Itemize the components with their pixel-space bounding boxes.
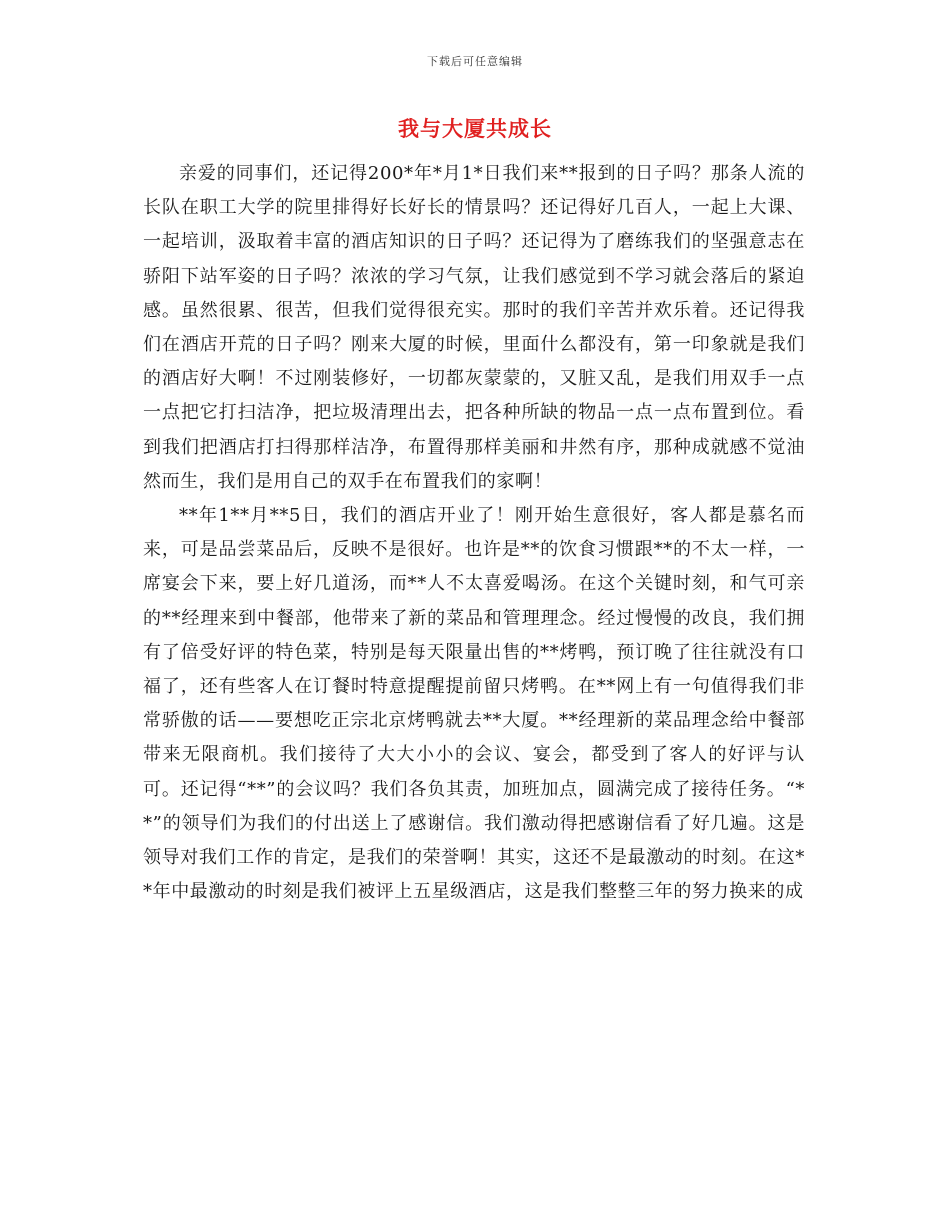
paragraph-1: 亲爱的同事们，还记得200*年*月1*日我们来**报到的日子吗？那条人流的长队在职工大学的院里排得好长好长的情景吗？还记得好几百人，一起上大课、一起培训，汲取着丰富的酒店知识的日子吗？还记得为了磨练我们的坚强意志在骄阳下站军姿的日子吗？浓浓的学习气氛，让我们感觉到不学习就会落后的紧迫感。虽然很累、很苦，但我们觉得很充实。那时的我们辛苦并欢乐着。还记得我们在酒店开荒的日子吗？刚来大厦的时候，里面什么都没有，第一印象就是我们的酒店好大啊！不过刚装修好，一切都灰蒙蒙的，又脏又乱，是我们用双手一点一点把它打扫洁净，把垃圾清理出去，把各种所缺的物品一点一点布置到位。看到我们把酒店打扫得那样洁净，布置得那样美丽和井然有序，那种成就感不觉油然而生，我们是用自己的双手在布置我们的家啊！	[143, 163, 805, 492]
paragraph-2: **年1**月**5日，我们的酒店开业了！刚开始生意很好，客人都是慕名而来，可是品尝菜品后，反映不是很好。也许是**的饮食习惯跟**的不太一样，一席宴会下来，要上好几道汤，而**人不太喜爱喝汤。在这个关键时刻，和气可亲的**经理来到中餐部，他带来了新的菜品和管理理念。经过慢慢的改良，我们拥有了倍受好评的特色菜，特别是每天限量出售的**烤鸭，预订晚了往往就没有口福了，还有些客人在订餐时特意提醒提前留只烤鸭。在**网上有一句值得我们非常骄傲的话——要想吃正宗北京烤鸭就去**大厦。**经理新的菜品理念给中餐部带来无限商机。我们接待了大大小小的会议、宴会，都受到了客人的好评与认可。还记得“**”的会议吗？我们各负其责，加班加点，圆满完成了接待任务。“**”的领导们为我们的付出送上了感谢信。我们激动得把感谢信看了好几遍。这是领导对我们工作的肯定，是我们的荣誉啊！其实，这还不是最激动的时刻。在这**年中最激动的时刻是我们被评上五星级酒店，这是我们整整三年的努力换来的成	[143, 505, 805, 903]
page-header: 下载后可任意编辑	[427, 55, 523, 68]
document-body	[143, 157, 805, 909]
document-title: 我与大厦共成长	[398, 116, 552, 141]
